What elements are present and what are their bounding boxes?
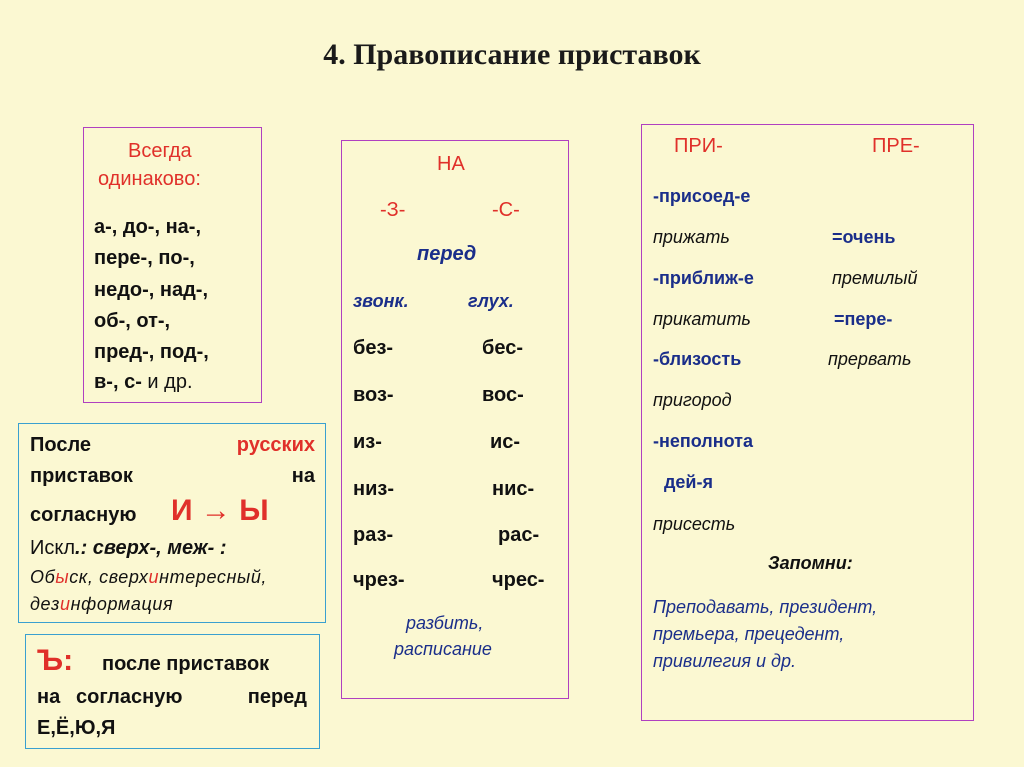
always-line-6: в-, с- и др. — [94, 371, 193, 393]
remember-line-1: Преподавать, президент, — [653, 597, 878, 617]
zs-pair-1-z: без- — [353, 337, 394, 359]
remember-line-2: премьера, прецедент, — [653, 624, 845, 644]
remember-label: Запомни: — [768, 553, 853, 573]
after-prefix-box — [18, 423, 326, 623]
always-heading-1: Всегда — [128, 140, 192, 162]
always-line-5: пред-, под-, — [94, 341, 209, 363]
always-heading-2: одинаково: — [98, 168, 201, 190]
zs-voiced: звонк. — [353, 291, 409, 311]
pre-row-4b: =пере- — [834, 309, 893, 329]
hard-sign-box — [25, 634, 320, 749]
after-word-2: приставок — [30, 465, 133, 487]
zs-voiceless: глух. — [468, 291, 514, 311]
exception-line: Искл.: сверх-, меж- : — [30, 537, 227, 559]
pri-pre-box — [641, 124, 974, 721]
zs-example-1: разбить, — [406, 613, 484, 633]
pri-row-3a: -приближ-е — [653, 268, 754, 288]
zs-pair-1-s: бес- — [482, 337, 523, 359]
zs-pair-3-s: ис- — [490, 431, 521, 453]
remember-line-3: привилегия и др. — [653, 651, 796, 671]
zs-pair-4-z: низ- — [353, 478, 394, 500]
hard-text-2a: на — [37, 686, 61, 708]
pri-row-7: -неполнота — [653, 431, 753, 451]
zs-pair-6-z: чрез- — [353, 569, 405, 591]
zs-z: -З- — [380, 199, 406, 221]
zs-head: НА — [437, 153, 465, 175]
zs-example-2: расписание — [394, 639, 492, 659]
pri-row-8: дей-я — [664, 472, 713, 492]
z-s-box — [341, 140, 569, 699]
zs-pair-5-z: раз- — [353, 524, 394, 546]
zs-pair-2-s: вос- — [482, 384, 524, 406]
always-line-2: пере-, по-, — [94, 247, 195, 269]
pre-head: ПРЕ- — [872, 135, 920, 157]
zs-pair-3-z: из- — [353, 431, 382, 453]
after-word-russian: русских — [236, 434, 315, 456]
pri-row-9: присесть — [653, 514, 736, 534]
pri-head: ПРИ- — [674, 135, 723, 157]
pre-row-3b: премилый — [832, 268, 918, 288]
zs-pair-2-z: воз- — [353, 384, 394, 406]
after-word-3: согласную — [30, 504, 137, 526]
after-word-na: на — [291, 465, 315, 487]
zs-pair-4-s: нис- — [492, 478, 535, 500]
hard-text-2c: перед — [247, 686, 307, 708]
always-line-4: об-, от-, — [94, 310, 171, 332]
always-same-box — [83, 127, 262, 403]
hard-text-3: Е,Ё,Ю,Я — [37, 717, 116, 739]
always-line-3: недо-, над-, — [94, 279, 209, 301]
pri-row-4a: прикатить — [653, 309, 751, 329]
exception-example-2: дезинформация — [30, 594, 174, 614]
pri-row-6: пригород — [653, 390, 732, 410]
zs-s: -С- — [492, 199, 520, 221]
exception-example-1: Обыск, сверхинтересный, — [30, 567, 268, 587]
i-to-y-rule: И → Ы — [171, 494, 269, 527]
pri-row-2a: прижать — [653, 227, 730, 247]
hard-text-2b: согласную — [76, 686, 183, 708]
zs-before: перед — [417, 243, 477, 265]
after-word-1: После — [30, 434, 92, 456]
pre-row-5b: прервать — [828, 349, 912, 369]
always-line-1: а-, до-, на-, — [94, 216, 202, 238]
pri-row-1: -присоед-е — [653, 186, 751, 206]
pri-row-5a: -близость — [653, 349, 742, 369]
hard-text-1: после приставок — [102, 653, 270, 675]
hard-sign: Ъ: — [37, 644, 74, 677]
pre-row-2b: =очень — [832, 227, 896, 247]
zs-pair-6-s: чрес- — [492, 569, 545, 591]
page-title: 4. Правописание приставок — [323, 38, 701, 71]
zs-pair-5-s: рас- — [498, 524, 540, 546]
